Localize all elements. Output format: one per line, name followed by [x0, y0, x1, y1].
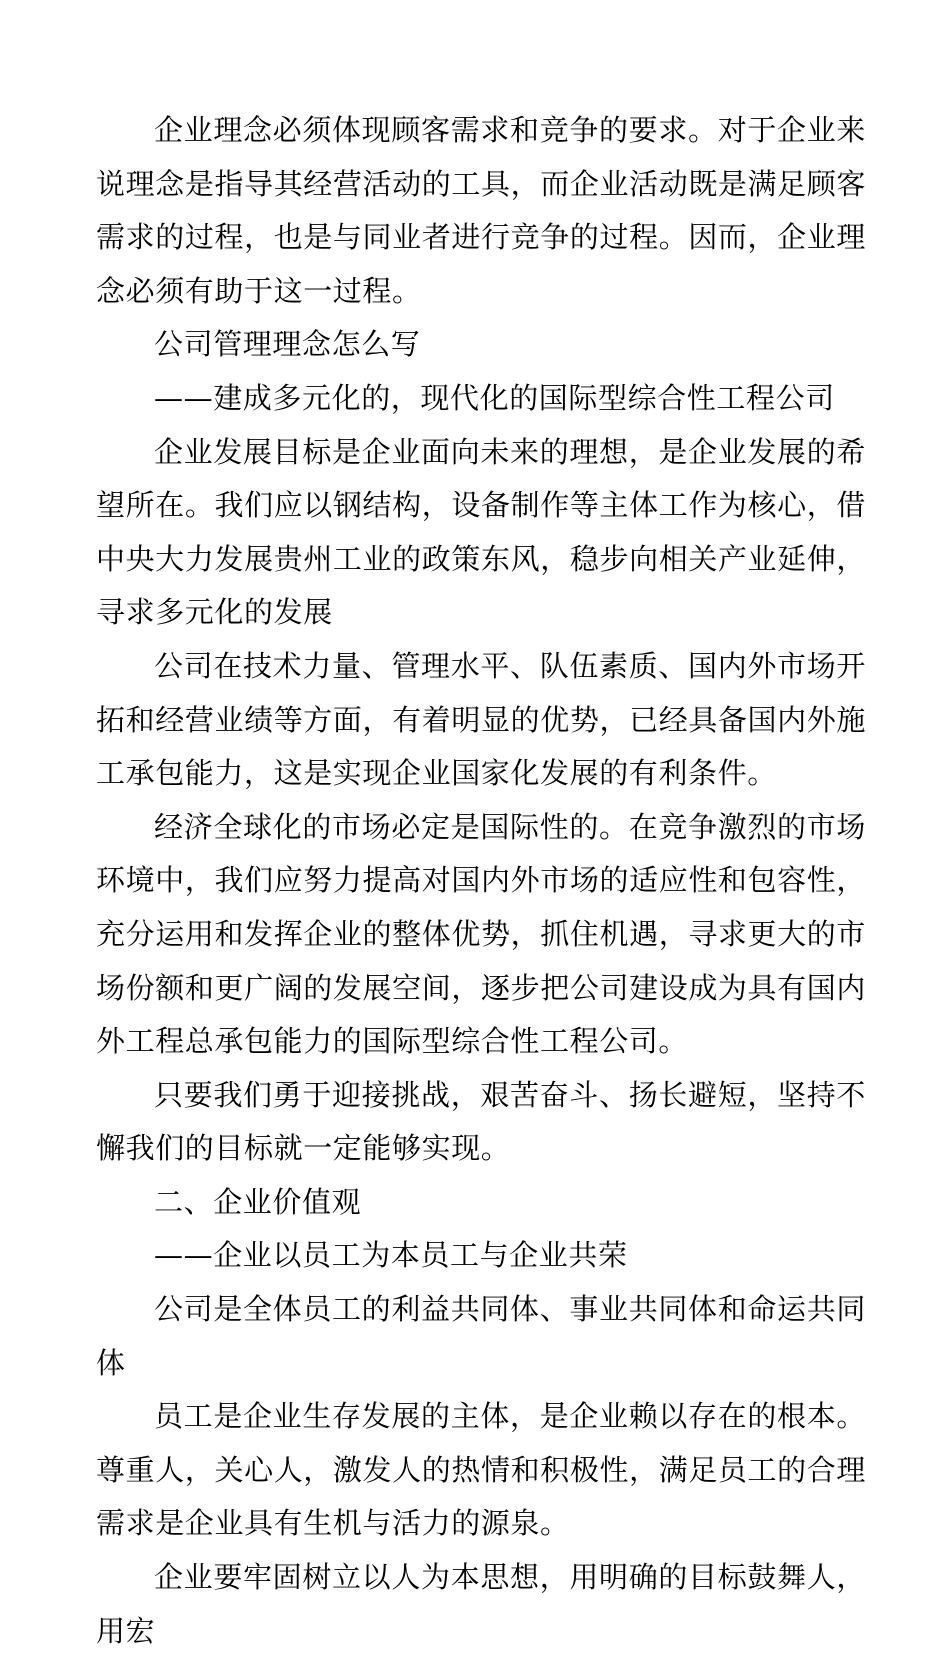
- slogan-international-company: ——建成多元化的，现代化的国际型综合性工程公司: [154, 380, 835, 415]
- document-body: [96, 104, 866, 1658]
- paragraph-company-advantages: 公司在技术力量、管理水平、队伍素质、国内外市场开拓和经营业绩等方面，有着明显的优势，已经具备国内外施工承包能力，这是实现企业国家化发展的有利条件。: [96, 648, 866, 791]
- paragraph-development-goal: 企业发展目标是企业面向未来的理想，是企业发展的希望所在。我们应以钢结构，设备制作等主体工作为核心，借中央大力发展贵州工业的政策东风，稳步向相关产业延伸，寻求多元化的发展: [96, 434, 866, 630]
- paragraph-community: 公司是全体员工的利益共同体、事业共同体和命运共同体: [96, 1292, 866, 1380]
- paragraph-globalization: 经济全球化的市场必定是国际性的。在竞争激烈的市场环境中，我们应努力提高对国内外市场的适应性和包容性，充分运用和发挥企业的整体优势，抓住机遇，寻求更大的市场份额和更广阔的发展空间，逐步把公司建设成为具有国内外工程总承包能力的国际型综合性工程公司。: [96, 809, 866, 1059]
- paragraph-meet-challenges: 只要我们勇于迎接挑战，艰苦奋斗、扬长避短，坚持不懈我们的目标就一定能够实现。: [96, 1077, 866, 1166]
- heading-corporate-values: 二、企业价值观: [154, 1184, 362, 1219]
- slogan-employee-oriented: ——企业以员工为本员工与企业共荣: [154, 1238, 628, 1273]
- paragraph-people-oriented: 企业要牢固树立以人为本思想，用明确的目标鼓舞人，用宏: [96, 1560, 866, 1648]
- paragraph-philosophy-requirements: 企业理念必须体现顾客需求和竞争的要求。对于企业来说理念是指导其经营活动的工具，而企业活动既是满足顾客需求的过程，也是与同业者进行竞争的过程。因而，企业理念必须有助于这一过程。: [96, 113, 866, 308]
- paragraph-employees-core: 员工是企业生存发展的主体，是企业赖以存在的根本。尊重人，关心人，激发人的热情和积极性，满足员工的合理需求是企业具有生机与活力的源泉。: [96, 1399, 866, 1541]
- heading-how-to-write-philosophy: 公司管理理念怎么写: [154, 327, 421, 362]
